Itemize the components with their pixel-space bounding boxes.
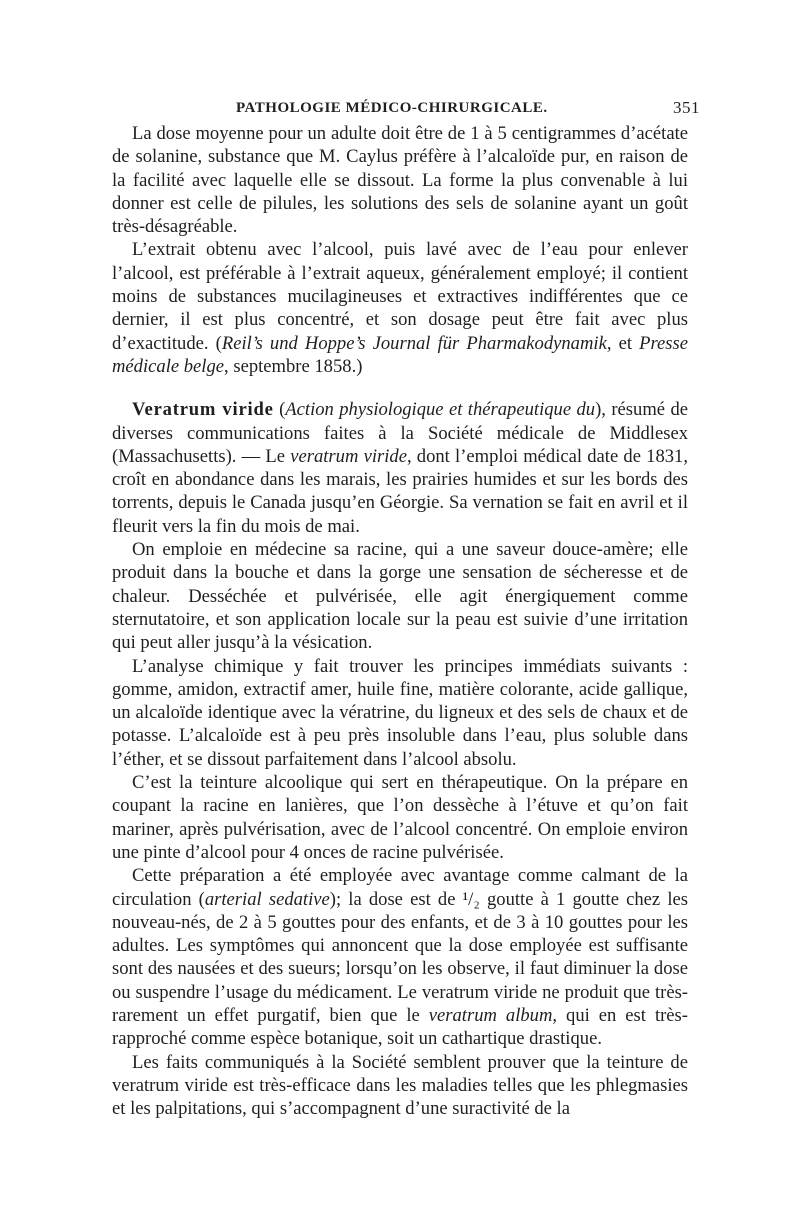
- paragraph-extract: [112, 238, 688, 378]
- paragraph-solanine-dose: La dose moyenne pour un adulte doit être de 1 à 5 centigrammes d’acétate de solanine, substance que M. Caylus préfère à l’alcaloïde pur, en raison de la facilité avec laquelle elle se dissout. La forme la plus convenable à lui donner est celle de pilules, les solutions des sels de solanine ayant un goût très-désagréable.: [112, 123, 688, 238]
- running-title: PATHOLOGIE MÉDICO-CHIRURGICALE.: [236, 100, 548, 116]
- reference-presse: Presse médicale belge: [112, 332, 688, 377]
- extract-text-c: , septembre 1858.): [224, 355, 363, 377]
- paragraph-efficacy: Les faits communiqués à la Société semblent prouver que la teinture de veratrum viride est très-efficace dans les maladies telles que les phlegmasies et les palpitations, qui s’accompagnent d’une suractivité de la: [112, 1051, 688, 1120]
- paragraph-veratrum-intro: [112, 398, 688, 538]
- page-number: 351: [673, 98, 700, 117]
- book-page: [112, 96, 700, 1120]
- extract-text-b: , et: [606, 332, 640, 354]
- section-subtitle: Action physiologique et thérapeutique du: [285, 399, 596, 421]
- veratrum-text-c: , dont l’emploi médical date de 1831, croît en abondance dans les marais, les prairies humides et sur les bords des torrents, depuis le Canada jusqu’en Géorgie. Sa vernation se fait en avril et il fleurit vers la fin du mois de mai.: [112, 445, 688, 537]
- fraction-half: ¹/₂: [462, 888, 480, 910]
- extract-text-a: L’extrait obtenu avec l’alcool, puis lavé avec de l’eau pour enlever l’alcool, est préférable à l’extrait aqueux, généralement employé; il contient moins de substances mucilagineuses et extractives indifférentes que ce dernier, il est plus concentré, et son dosage peut être fait avec plus d’exactitude. (: [112, 239, 688, 354]
- paragraph-tincture: C’est la teinture alcoolique qui sert en thérapeutique. On la prépare en coupant la racine en lanières, que l’on dessèche à l’étuve et qu’on fait mariner, après pulvérisation, avec de l’alcool concentré. On emploie environ une pinte d’alcool pour 4 onces de racine pulvérisée.: [112, 772, 688, 863]
- veratrum-text-b: ), résumé de diverses communications faites à la Société médicale de Middlesex (Massachusetts). — Le: [112, 399, 689, 467]
- term-arterial-sedative: arterial sedative: [204, 888, 330, 910]
- dosage-text-c: goutte à 1 goutte chez les nouveau-nés, de 2 à 5 gouttes pour des enfants, et de 3 à 10 gouttes pour les adultes. Les symptômes qui annoncent que la dose employée est suffisante sont des nausées et des sueurs; lorsqu’on les observe, il faut diminuer la dose ou suspendre l’usage du médicament. Le veratrum viride ne produit que très-rarement un effet purgatif, bien que le: [112, 888, 688, 1026]
- reference-journal: Reil’s und Hoppe’s Journal für Pharmakodynamik: [221, 332, 607, 354]
- paragraph-root-use: On emploie en médecine sa racine, qui a une saveur douce-amère; elle produit dans la bouche et dans la gorge une sensation de sécheresse et de chaleur. Desséchée et pulvérisée, elle agit énergiquement comme sternutatoire, et son application locale sur la peau est suivie d’une irritation qui peut aller jusqu’à la vésication.: [112, 539, 688, 654]
- paragraph-analysis: L’analyse chimique y fait trouver les principes immédiats suivants : gomme, amidon, extractif amer, huile fine, matière colorante, acide gallique, un alcaloïde identique avec la vératrine, du ligneux et des sels de chaux et de potasse. L’alcaloïde est à peu près insoluble dans l’eau, plus soluble dans l’éther, et se dissout parfaitement dans l’alcool absolu.: [112, 655, 688, 770]
- running-head: [112, 96, 700, 122]
- section-heading: Veratrum viride: [132, 399, 274, 421]
- dosage-text-d: , qui en est très-rapproché comme espèce botanique, soit un cathartique drastique.: [112, 1004, 688, 1050]
- dosage-text-a: Cette préparation a été employée avec avantage comme calmant de la circulation (: [112, 865, 688, 910]
- section-gap: [112, 378, 688, 398]
- term-veratrum-viride: veratrum viride: [290, 445, 407, 467]
- paragraph-dosage: [112, 864, 688, 1050]
- term-veratrum-album: veratrum album: [428, 1004, 553, 1026]
- body-text: [112, 122, 688, 1120]
- dosage-text-b: ); la dose est de: [329, 888, 463, 910]
- veratrum-text-a: (: [273, 399, 286, 421]
